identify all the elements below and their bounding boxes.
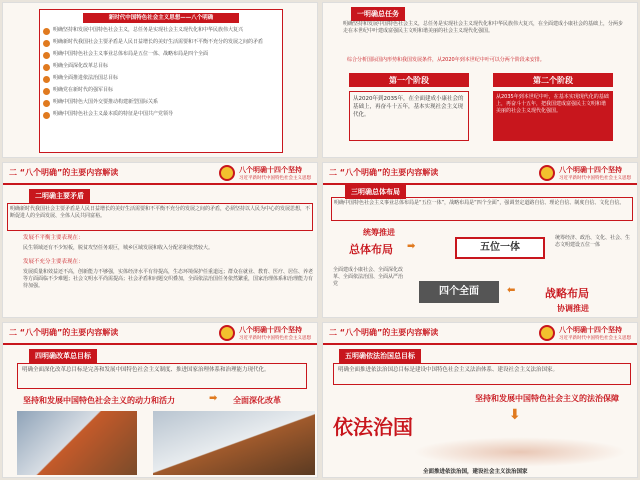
- header-left: 二 “八个明确”的主要内容解读: [9, 168, 119, 177]
- header-sub: 习近平新时代中国特色社会主义思想: [239, 336, 311, 341]
- worker-photo: [153, 411, 315, 475]
- stage2-label: 第二个阶段: [493, 73, 613, 87]
- zongti-label: 总体布局: [349, 243, 393, 256]
- eight-item-text: 明确新时代我国社会主要矛盾是人民日益增长的美好生活需要和不平衡不充分的发展之间的矛盾: [53, 39, 264, 45]
- arrow-right-icon: ➡: [407, 241, 416, 252]
- slide-4[interactable]: [322, 162, 638, 318]
- arrow-down-icon: ⬇: [509, 407, 521, 423]
- sige-box: 四个全面: [419, 281, 499, 303]
- law-graphic: [413, 437, 627, 467]
- slide-2[interactable]: [322, 2, 638, 158]
- bullet-icon: [43, 88, 50, 95]
- slide6-tag: 五明确依法治国总目标: [339, 349, 421, 363]
- slide5-text: 明确全面深化改革总目标是完善和发展中国特色社会主义制度、推进国家治理体系和治理能力现代化。: [22, 367, 270, 373]
- slide2-intro: 综合分析国际国内形势和我国发展条件，从2020年到本世纪中叶可以分两个阶段来安排。: [347, 57, 545, 63]
- slide3-text-box: [7, 203, 313, 231]
- eight-item-text: 明确党在新时代的强军目标: [53, 87, 114, 93]
- bullet-icon: [43, 28, 50, 35]
- sige-desc: 全面建成小康社会、全面深化改革、全面依法治国、全面从严治党: [333, 267, 404, 287]
- slide6-banner: 坚持和发展中国特色社会主义的法治保障: [475, 394, 619, 403]
- bullet-icon: [43, 76, 50, 83]
- slide4-header: [323, 163, 637, 185]
- arrow-right-icon: ➡: [209, 393, 218, 404]
- eight-item-row: [43, 87, 279, 95]
- arrow-left-icon: ⬅: [507, 285, 516, 296]
- slide2-text: 明确坚持和发展中国特色社会主义，总任务是实现社会主义现代化和中华民族伟大复兴，在全面建成小康社会的基础上，分两步走在本世纪中叶建成富强民主文明和谐美丽的社会主义现代化强国。: [343, 21, 624, 34]
- eight-item-text: 明确全面深化改革总目标: [53, 63, 109, 69]
- slide4-text-box: [331, 197, 633, 221]
- stage2-text: 从2035年到本世纪中叶，在基本实现现代化的基础上，再奋斗十五年，把我国建成富强民主文明和谐美丽的社会主义现代化强国。: [493, 91, 613, 141]
- xietiao-label: 协调推进: [557, 304, 589, 313]
- slide5-banner: 坚持和发展中国特色社会主义的动力和活力: [23, 396, 175, 405]
- party-emblem-icon: [539, 165, 555, 181]
- zhanlue-label: 战略布局: [545, 287, 589, 300]
- header-right: 八个明确十四个坚持: [239, 166, 302, 174]
- slide-5[interactable]: [2, 322, 318, 478]
- need-text: 民生领域还有不少短板，脱贫攻坚任务艰巨，城乡区域发展和收入分配差距依然较大。: [23, 245, 214, 251]
- need-title: 发展不平衡主要表现在：: [23, 235, 84, 241]
- slide3-tag: 二明确主要矛盾: [29, 189, 90, 203]
- eight-item-text: 明确中国特色社会主义事业总体布局是五位一体、战略布局是四个全面: [53, 51, 209, 57]
- calligraphy-text: 依法治国: [333, 415, 413, 439]
- slide-6[interactable]: [322, 322, 638, 478]
- slide4-tag: 三明确总体布局: [345, 185, 406, 199]
- slide6-header: [323, 323, 637, 345]
- slide5-tag: 四明确改革总目标: [29, 349, 97, 363]
- eight-item-row: [43, 63, 279, 71]
- slide4-text: 明确中国特色社会主义事业总体布局是“五位一体”，战略布局是“四个全面”，强调坚定道路自信、理论自信、制度自信、文化自信。: [334, 200, 625, 206]
- stage1-text: 从2020年到2035年，在全面建成小康社会的基础上，再奋斗十五年，基本实现社会主义现代化。: [349, 91, 469, 141]
- slide2-tag: 一明确总任务: [351, 7, 405, 21]
- slide5-header: [3, 323, 317, 345]
- wuwei-desc: 统筹经济、政治、文化、社会、生态文明建设五位一体: [555, 235, 631, 248]
- header-sub: 习近平新时代中国特色社会主义思想: [239, 176, 311, 181]
- wuwei-box: 五位一体: [455, 237, 545, 259]
- eight-item-row: [43, 75, 279, 83]
- slide3-header: [3, 163, 317, 185]
- header-right: 八个明确十四个坚持: [559, 326, 622, 334]
- eight-item-text: 明确全面推进依法治国总目标: [53, 75, 119, 81]
- header-right: 八个明确十四个坚持: [559, 166, 622, 174]
- header-left: 二 “八个明确”的主要内容解读: [329, 328, 439, 337]
- header-left: 二 “八个明确”的主要内容解读: [329, 168, 439, 177]
- slide5-text-box: [17, 363, 307, 389]
- slide6-text-box: [333, 363, 631, 385]
- eight-item-text: 明确中国特色大国外交要推动构建新型国际关系: [53, 99, 159, 105]
- bullet-icon: [43, 52, 50, 59]
- slide-1[interactable]: [2, 2, 318, 158]
- party-emblem-icon: [219, 325, 235, 341]
- header-sub: 习近平新时代中国特色社会主义思想: [559, 176, 631, 181]
- stage1-label: 第一个阶段: [349, 73, 469, 87]
- eight-item-row: [43, 39, 279, 47]
- short-title: 发展不充分主要表现在：: [23, 259, 84, 265]
- eight-item-row: [43, 51, 279, 59]
- bullet-icon: [43, 100, 50, 107]
- slide3-text: 明确新时代我国社会主要矛盾是人民日益增长的美好生活需要和不平衡不充分的发展之间的矛盾，必须坚持以人民为中心的发展思想，不断促进人的全面发展、全体人民共同富裕。: [10, 206, 311, 219]
- slide-3[interactable]: [2, 162, 318, 318]
- header-right: 八个明确十四个坚持: [239, 326, 302, 334]
- eight-item-row: [43, 111, 279, 119]
- party-emblem-icon: [539, 325, 555, 341]
- eight-item-text: 明确中国特色社会主义最本质的特征是中国共产党领导: [53, 111, 174, 117]
- slide5-result: 全面深化改革: [233, 396, 281, 405]
- slide1-title: 新时代中国特色社会主义思想——八个明确: [83, 13, 239, 23]
- party-emblem-icon: [219, 165, 235, 181]
- header-left: 二 “八个明确”的主要内容解读: [9, 328, 119, 337]
- bullet-icon: [43, 40, 50, 47]
- eight-item-text: 明确坚持和发展中国特色社会主义，总任务是实现社会主义现代化和中华民族伟大复兴: [53, 27, 244, 33]
- slide6-bottom: 全面推进依法治国，建设社会主义法治国家: [423, 469, 528, 475]
- header-sub: 习近平新时代中国特色社会主义思想: [559, 336, 631, 341]
- slide6-text: 明确全面推进依法治国总目标是建设中国特色社会主义法治体系、建设社会主义法治国家。: [338, 367, 559, 373]
- eight-item-row: [43, 27, 279, 35]
- tongchou-label: 统筹推进: [363, 228, 395, 237]
- eight-item-row: [43, 99, 279, 107]
- train-photo: [17, 411, 137, 475]
- eight-items-list: [43, 27, 279, 123]
- short-text: 发展质量和效益还不高，创新能力不够强，实体经济水平有待提高，生态环境保护任重道远；群众在就业、教育、医疗、居住、养老等方面面临不少难题；社会文明水平尚需提高；社会矛盾和问题交织叠加，全面依法治国任务依然繁重，国家治理体系和治理能力有待加强。: [23, 269, 314, 289]
- bullet-icon: [43, 64, 50, 71]
- bullet-icon: [43, 112, 50, 119]
